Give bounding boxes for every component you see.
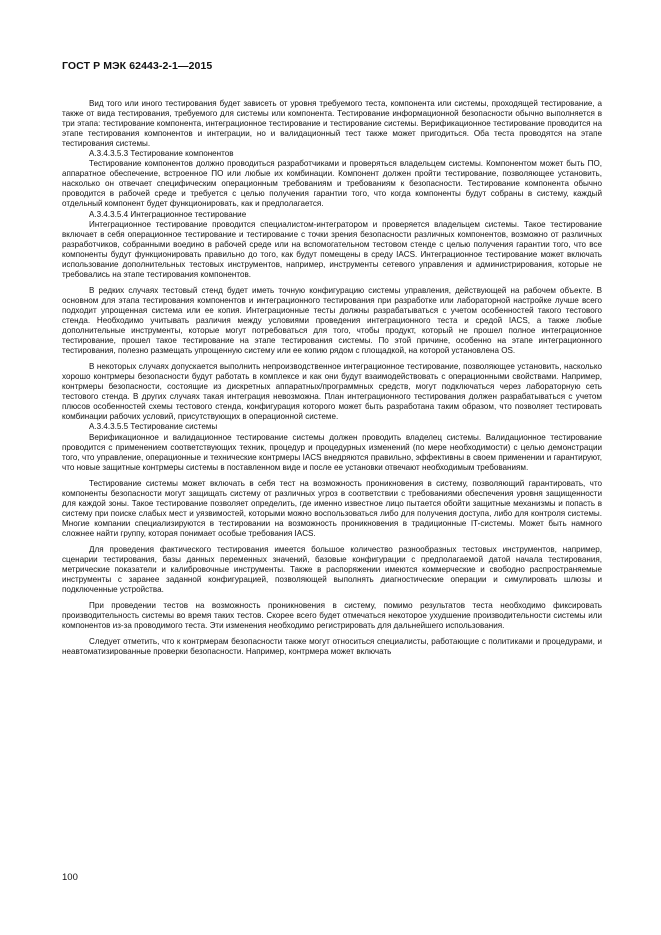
paragraph: Интеграционное тестирование проводится специалистом-интегратором и проверяется владельцем системы. Такое тестирование включает в себя операционное тестирование и тестирование с точки зрения безопасности различных компонентов, возможно от различных разработчиков, собранными воедино в рабочей среде или на вспомогательном тестовом стенде с целью получения гарантии того, что все компоненты будут функционировать правильно до того, как будут помещены в среду IACS. Интеграционное тестирование может включать использование дополнительных тестовых инструментов, например, инструменты сетевого управления и администрирования, которые не требовались на этапе тестирования компонентов. bbox=[62, 219, 602, 279]
paragraph: Следует отметить, что к контрмерам безопасности также могут относиться специалисты, работающие с политиками и процедурами, и неавтоматизированные проверки безопасности. Например, контрмера может включать bbox=[62, 637, 602, 657]
paragraph: В некоторых случаях допускается выполнить непроизводственное интеграционное тестирование, позволяющее установить, насколько хорошо контрмеры безопасности будут работать в комплексе и как они будут взаимодействовать с операционными свойствами. Например, контрмеры безопасности, состоящие из дискретных аппаратных/программных средств, могут подключаться через лабораторную сеть тестового стенда. В других случаях такая интеграция невозможна. План интеграционного тестирования должен разрабатываться с учетом плюсов особенностей схемы тестового стенда, конфигурация которого может быть разработана таким образом, что позволяет тестировать комбинации рабочих условий, присутствующих в операционной системе. bbox=[62, 362, 602, 422]
section-heading-system-testing: A.3.4.3.5.5 Тестирование системы bbox=[89, 422, 218, 432]
paragraph: При проведении тестов на возможность проникновения в систему, помимо результатов теста необходимо фиксировать производительность системы во время таких тестов. Скорее всего будет отмечаться некоторое ухудшение производительности системы или компонентов из-за проводимого теста. Эти изменения необходимо регистрировать для дальнейшего использования. bbox=[62, 601, 602, 631]
page-number: 100 bbox=[62, 872, 78, 883]
paragraph: В редких случаях тестовый стенд будет иметь точную конфигурацию системы управления, действующей на рабочем объекте. В основном для этапа тестирования компонентов и интеграционного тестирования при разработке или лабораторной настройке лучше всего подходит упрощенная система или ее копия. Интеграционные тесты должны разрабатываться с учетом особенностей такого тестового стенда. Необходимо учитывать различия между условиями проведения интеграционного теста и средой IACS, а также любые дополнительные инструменты, которые могут потребоваться для того, чтобы продукт, который не прошел полное интеграционное тестирование, прошел такое тестирование на этапе тестирования системы. По этой причине, особенно на этапе интеграционного тестирования, полезно размещать упрощенную систему или ее копию рядом с площадкой, на которой установлена OS. bbox=[62, 285, 602, 356]
document-body bbox=[62, 99, 602, 657]
paragraph: Для проведения фактического тестирования имеется большое количество разнообразных тестовых инструментов, например, сценарии тестирования, базы данных переменных значений, базовые конфигурации с предполагаемой датой начала тестирования, метрические показатели и калибровочные инструменты. Также в распоряжении имеются коммерческие и свободно распространяемые инструменты с заранее заданной конфигурацией, позволяющей выполнять диагностические операции и симулировать шлюзы и подключенные устройства. bbox=[62, 544, 602, 595]
section-heading-component-testing: A.3.4.3.5.3 Тестирование компонентов bbox=[89, 149, 234, 159]
paragraph: Верификационное и валидационное тестирование системы должен проводить владелец системы. Валидационное тестирование проводится с применением соответствующих техник, процедур и процедурных изменений (по мере необходимости) с целью демонстрации того, что управление, операционные и технические контрмеры IACS внедряются правильно, эффективны в своем применении и гарантируют, что новые защитные контрмеры системы в поставленном виде и после ее установки отвечают необходимым требованиям. bbox=[62, 432, 602, 472]
paragraph: Тестирование компонентов должно проводиться разработчиками и проверяться владельцем системы. Компонентом может быть ПО, аппаратное обеспечение, встроенное ПО или любые их комбинации. Компонент должен пройти тестирование, позволяющее установить, насколько он отвечает специфическим операционным требованиям и требованиям к безопасности. Тестирование компонента обычно проводится в рабочей среде и требуется с целью получения гарантии того, что когда компоненты будут собраны в систему, каждый отдельный компонент будет функционировать, как и предполагается. bbox=[62, 159, 602, 209]
paragraph: Вид того или иного тестирования будет зависеть от уровня требуемого теста, компонента или системы, проходящей тестирование, а также от вида тестирования, требуемого для системы или компонента. Тестирование информационной безопасности обычно выполняется в три этапа: тестирование компонента, интеграционное тестирование и тестирование системы. Верификационное тестирование проводится на этапе тестирования компонентов и интеграции, но и валидационный тест также может пригодиться. Оба теста проводятся на этапе тестирования системы. bbox=[62, 99, 602, 149]
section-heading-integration-testing: A.3.4.3.5.4 Интеграционное тестирование bbox=[89, 209, 247, 219]
paragraph: Тестирование системы может включать в себя тест на возможность проникновения в систему, позволяющий гарантировать, что компоненты безопасности могут защищать систему от различных угроз в соответствии с требованиями обеспечения уровня защищенности для каждой зоны. Такое тестирование позволяет определить, где именно известное лицо пытается обойти защитные механизмы и попасть в систему при поиске слабых мест и уязвимостей, которыми можно воспользоваться либо для получения доступа, либо для контроля системы. Многие компании специализируются в тестировании на возможность проникновения в традиционные IT-системы. Может быть намного сложнее найти группу, которая понимает особые требования IACS. bbox=[62, 478, 602, 538]
standard-header: ГОСТ Р МЭК 62443-2-1—2015 bbox=[62, 60, 213, 72]
